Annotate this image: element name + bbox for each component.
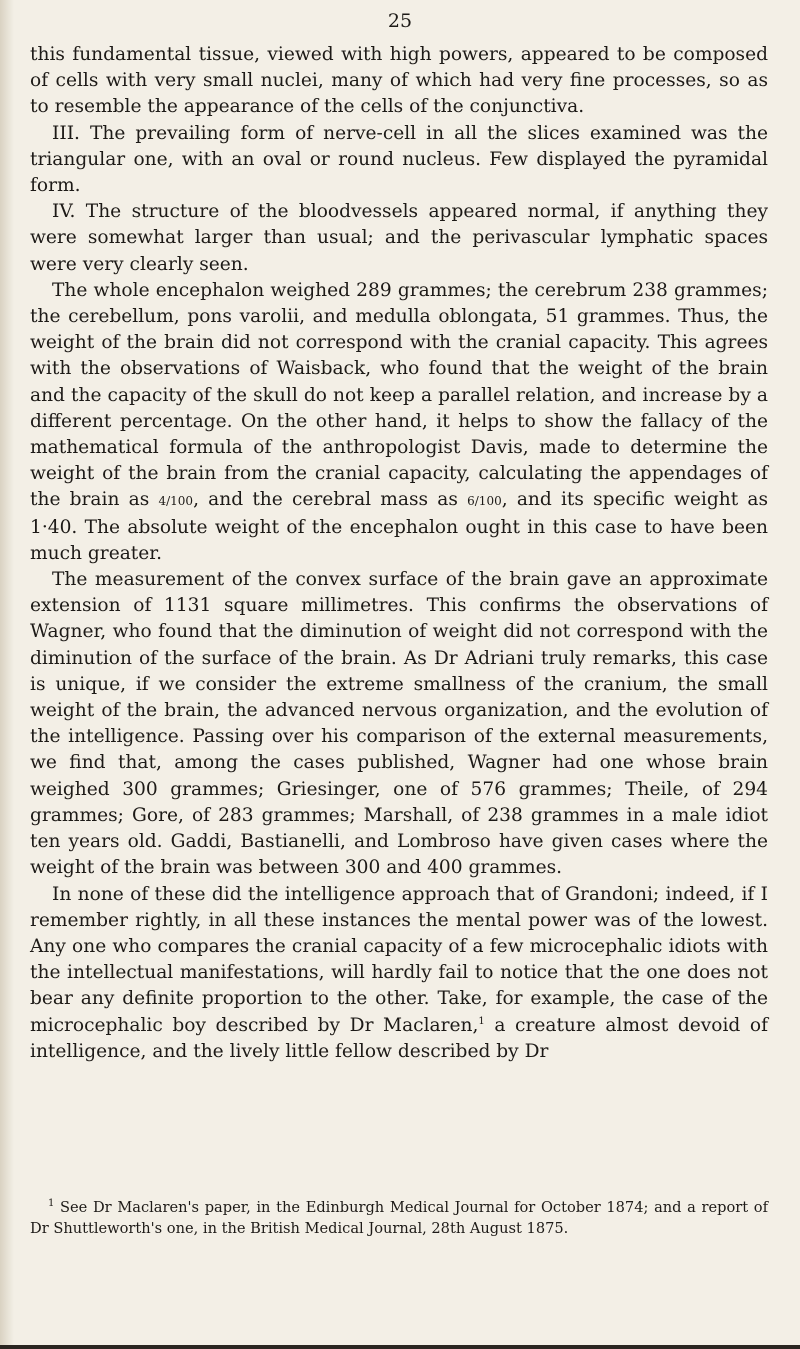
footnotes [30, 1197, 768, 1239]
footnote-marker: 1 [48, 1198, 55, 1210]
paragraph [30, 882, 768, 1065]
paragraph: The measurement of the convex surface of the brain gave an approximate extension of 1131 square millimetres. This confirms the observations of Wagner, who found that the diminution of weight did not correspond with the diminution of the surface of the brain. As Dr Adriani truly remarks, this case is unique, if we consider the extreme smallness of the cranium, the small weight of the brain, the advanced nervous organization, and the evolution of the intelligence. Passing over his comparison of the external measurements, we find that, among the cases published, Wagner had one whose brain weighed 300 grammes; Griesinger, one of 576 grammes; Theile, of 294 grammes; Gore, of 283 grammes; Marshall, of 238 grammes in a male idiot ten years old. Gaddi, Bastianelli, and Lombroso have given cases where the weight of the brain was between 300 and 400 grammes. [30, 569, 768, 879]
body-text [30, 42, 768, 1065]
paragraph: IV. The structure of the bloodvessels appeared normal, if anything they were somewhat larger than usual; and the perivascular lymphatic spaces were very clearly seen. [30, 201, 768, 275]
footnote-ref: 1 [478, 1015, 485, 1027]
text-run: , and the cerebral mass as [193, 489, 468, 511]
page-bottom-edge [0, 1345, 800, 1349]
paragraph: III. The prevailing form of nerve-cell in all the slices examined was the triangular one, with an oval or round nucleus. Few displayed the pyramidal form. [30, 122, 768, 197]
page-binding-shadow [0, 0, 14, 1349]
footnote-text: See Dr Maclaren's paper, in the Edinburgh Medical Journal for October 1874; and a report of Dr Shuttleworth's one, in the British Medical Journal, 28th August 1875. [30, 1199, 768, 1237]
footnote [30, 1197, 768, 1239]
text-run: In none of these did the intelligence approach that of Grandoni; indeed, if I remember rightly, in all these instances the mental power was of the lowest. Any one who compares the cranial capacity of a few microcephalic idiots with the intellectual manifestations, will hardly fail to notice that the one does not bear any definite proportion to the other. Take, for example, the case of the microcephalic boy described by Dr Maclaren, [30, 883, 768, 1036]
paragraph: this fundamental tissue, viewed with high powers, appeared to be composed of cells with very small nuclei, many of which had very fine processes, so as to resemble the appearance of the cells of the conjunctiva. [30, 44, 768, 118]
text-run: , and its specific weight as 1·40. The absolute weight of the encephalon ought in this case to have been much greater. [30, 489, 768, 564]
paragraph [30, 278, 768, 567]
text-run: a creature almost devoid of intelligence, and the lively little fellow described by Dr [30, 1014, 768, 1062]
page-number: 25 [387, 10, 413, 32]
fraction: 6/100 [467, 494, 502, 509]
text-run: The whole encephalon weighed 289 grammes; the cerebrum 238 grammes; the cerebellum, pons varolii, and medulla oblongata, 51 grammes. Thus, the weight of the brain did not correspond with the cranial capacity. This agrees with the observations of Waisback, who found that the weight of the brain and the capacity of the skull do not keep a parallel relation, and increase by a different percentage. On the other hand, it helps to show the fallacy of the mathematical formula of the anthropologist Davis, made to determine the weight of the brain from the cranial capacity, calculating the appendages of the brain as [30, 279, 768, 511]
fraction: 4/100 [158, 494, 194, 509]
